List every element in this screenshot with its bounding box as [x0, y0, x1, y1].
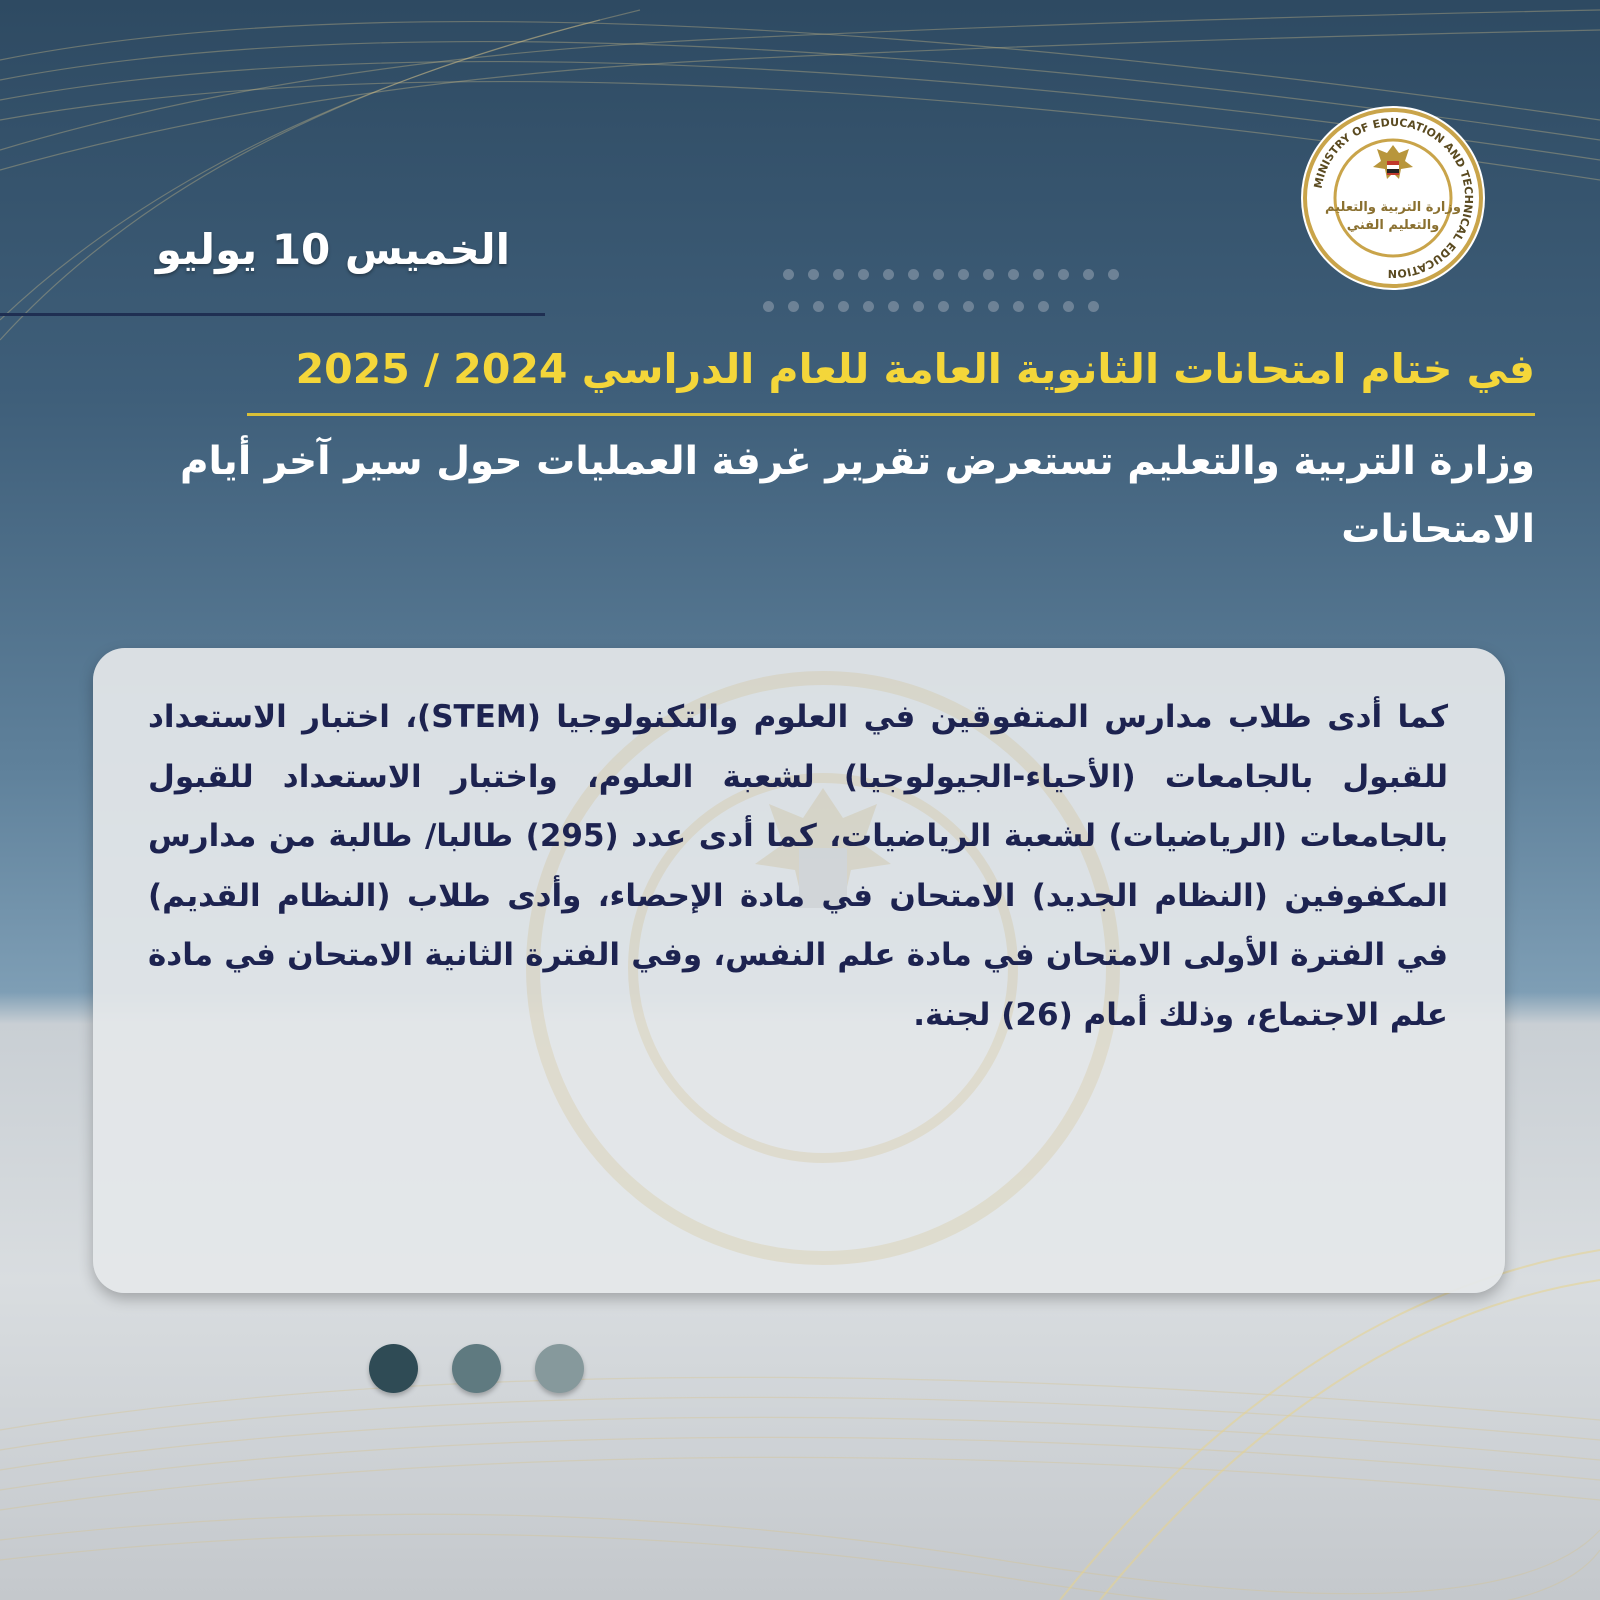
- subtitle: وزارة التربية والتعليم تستعرض تقرير غرفة العمليات حول سير آخر أيام الامتحانات: [179, 439, 1535, 552]
- content-card: [93, 648, 1505, 1293]
- svg-text:والتعليم الفني: والتعليم الفني: [1346, 218, 1440, 233]
- headline-underline: [247, 413, 1535, 416]
- pager-dot-3[interactable]: [535, 1344, 584, 1393]
- svg-text:وزارة التربية والتعليم: وزارة التربية والتعليم: [1325, 200, 1461, 215]
- ministry-logo-icon: [1298, 103, 1488, 293]
- pager-dot-2[interactable]: [452, 1344, 501, 1393]
- decorative-dots-row-1: [783, 269, 1119, 280]
- post-date: الخميس 10 يوليو: [155, 225, 510, 274]
- body-paragraph: كما أدى طلاب مدارس المتفوقين في العلوم والتكنولوجيا (STEM)، اختبار الاستعداد للقبول بالجامعات (الأحياء-الجيولوجيا) لشعبة العلوم، واختبار الاستعداد للقبول بالجامعات (الرياضيات) لشعبة الرياضيات، كما أدى عدد (295) طالبا/ طالبة من مدارس المكفوفين (النظام الجديد) الامتحان في مادة الإحصاء، وأدى طلاب (النظام القديم) في الفترة الأولى الامتحان في مادة علم النفس، وفي الفترة الثانية الامتحان في مادة علم الاجتماع، وذلك أمام (26) لجنة.: [148, 699, 1448, 1033]
- slide-pager: [369, 1344, 584, 1393]
- date-underline: [0, 313, 545, 316]
- headline: في ختام امتحانات الثانوية العامة للعام الدراسي 2024 / 2025: [295, 345, 1535, 393]
- decorative-dots-row-2: [763, 301, 1099, 312]
- pager-dot-1[interactable]: [369, 1344, 418, 1393]
- svg-text:MINISTRY OF EDUCATION AND TECH: MINISTRY OF EDUCATION AND TECHNICAL EDUCATION: [1311, 115, 1476, 281]
